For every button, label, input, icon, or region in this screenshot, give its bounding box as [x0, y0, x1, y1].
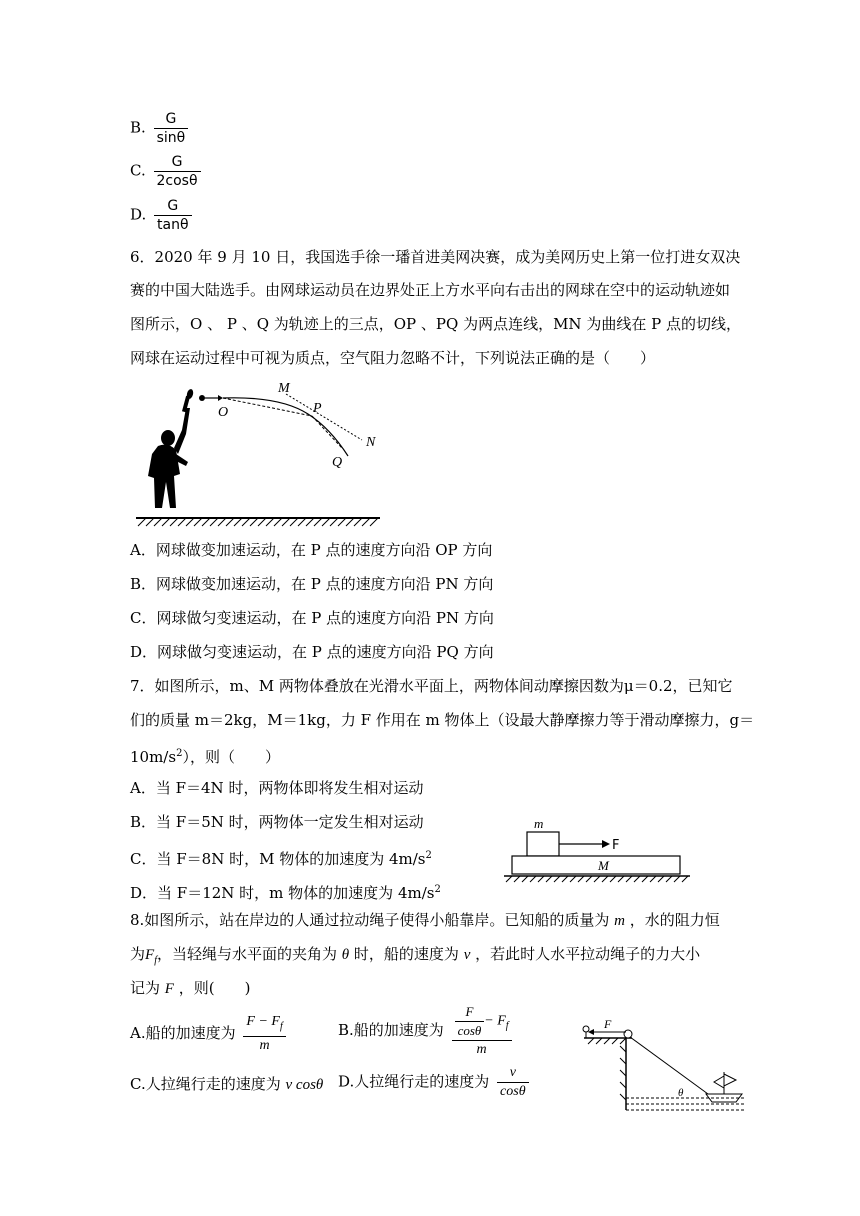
q5-option-c-fraction: $\frac{G}{2\cos\theta}$	[154, 153, 201, 190]
q8-option-c: C.人拉绳行走的速度为 v cosθ	[130, 1075, 324, 1093]
q8-stem-line-1: 8.如图所示，站在岸边的人通过拉动绳子使得小船靠岸。已知船的质量为 m ，水的阻力恒	[130, 911, 720, 929]
label-force: F	[604, 1018, 612, 1031]
q8-option-a-fraction: $\frac{F - F_f}{m}$	[243, 1013, 285, 1055]
pulley	[624, 1030, 632, 1038]
block-m	[527, 832, 559, 856]
q6-option-b: B．网球做变加速运动，在 P 点的速度方向沿 PN 方向	[130, 575, 494, 593]
q8-boat-figure	[574, 1018, 750, 1114]
q6-option-c: C．网球做匀变速运动，在 P 点的速度方向沿 PN 方向	[130, 609, 494, 627]
label-m-big: M	[598, 858, 609, 873]
ground-hatching	[138, 518, 378, 526]
q7-stem-line-1: 7．如图所示，m、M 两物体叠放在光滑水平面上，两物体间动摩擦因数为μ＝0.2，已知它	[130, 677, 733, 695]
q7-stem-line-3: $10m/s^2$），则（ ）	[130, 748, 280, 766]
force-arrow-head	[602, 840, 610, 848]
rope-diagonal	[630, 1037, 708, 1094]
wall-hatching	[620, 1046, 626, 1100]
label-theta: θ	[678, 1087, 684, 1099]
q7-option-a: A．当 F＝4N 时，两物体即将发生相对运动	[130, 779, 424, 797]
q8-option-d-fraction: $\frac{v}{\cos\theta}$	[497, 1064, 529, 1101]
q5-option-b-fraction: $\frac{G}{\sin\theta}$	[154, 110, 189, 147]
q7-option-d: D．当 F＝12N 时，m 物体的加速度为 $4m/s^2$	[130, 884, 441, 902]
bank-hatching	[588, 1038, 626, 1044]
q5-option-c: C. $\frac{G}{2\cos\theta}$	[130, 153, 204, 190]
q8-stem-line-2: 为$F_f$，当轻绳与水平面的夹角为 θ 时，船的速度为 v ，若此时人水平拉动绳子的力大小	[130, 945, 701, 966]
person-head	[583, 1026, 589, 1032]
chord-pq	[312, 416, 342, 448]
label-f: F	[612, 838, 620, 853]
q6-stem-line-3: 图所示，O 、 P 、Q 为轨迹上的三点，OP 、PQ 为两点连线，MN 为曲线在 P 点的切线，	[130, 315, 741, 333]
q7-option-c: C．当 F＝8N 时，M 物体的加速度为 $4m/s^2$	[130, 850, 432, 868]
trajectory-curve	[223, 398, 348, 456]
q8-option-b-fraction: $\frac{F}{\cos\theta}$ − $F_f$ m	[452, 1003, 512, 1059]
tennis-player-silhouette	[148, 388, 194, 508]
water-lines	[626, 1098, 746, 1110]
q8-stem-line-3: 记为 F ，则( )	[130, 979, 251, 997]
q8-option-b: B.船的加速度为 $\frac{F}{\cos\theta}$ − $F_f$ m	[338, 1003, 515, 1059]
tangent-mn	[286, 394, 362, 440]
q6-option-a: A．网球做变加速运动，在 P 点的速度方向沿 OP 方向	[130, 541, 493, 559]
arrow-head	[218, 395, 223, 401]
block-big-m	[512, 856, 680, 874]
q6-stem-line-2: 赛的中国大陆选手。由网球运动员在边界处正上方水平向右击出的网球在空中的运动轨迹如	[130, 281, 731, 299]
q6-option-d: D．网球做匀变速运动，在 P 点的速度方向沿 PQ 方向	[130, 643, 494, 661]
label-n: N	[366, 435, 376, 450]
q8-option-d: D.人拉绳行走的速度为 $\frac{v}{\cos\theta}$	[338, 1064, 532, 1101]
label-m: M	[278, 381, 290, 396]
floor-hatching	[506, 876, 688, 882]
tennis-ball	[199, 395, 205, 401]
label-p: P	[313, 401, 322, 416]
label-q: Q	[332, 455, 343, 470]
q6-stem-line-4: 网球在运动过程中可视为质点，空气阻力忽略不计，下列说法正确的是（ ）	[130, 349, 656, 367]
label-m-small: m	[534, 816, 544, 831]
q7-option-b: B．当 F＝5N 时，两物体一定发生相对运动	[130, 813, 424, 831]
label-o: O	[218, 405, 229, 420]
q5-option-d-fraction: $\frac{G}{\tan\theta}$	[154, 197, 192, 234]
q8-option-a: A.船的加速度为 $\frac{F - F_f}{m}$	[130, 1013, 289, 1055]
q6-tennis-figure	[130, 378, 390, 528]
q7-blocks-figure	[502, 812, 692, 884]
q5-option-d: D. $\frac{G}{\tan\theta}$	[130, 197, 195, 234]
q7-stem-line-2: 们的质量 m＝2kg，M＝1kg，力 F 作用在 m 物体上（设最大静摩擦力等于滑动摩擦力，g＝	[130, 711, 755, 729]
q6-stem-line-1: 6．2020 年 9 月 10 日，我国选手徐一璠首进美网决赛，成为美网历史上第一位打进女双决	[130, 248, 741, 266]
q5-option-b: B. $\frac{G}{\sin\theta}$	[130, 110, 191, 147]
